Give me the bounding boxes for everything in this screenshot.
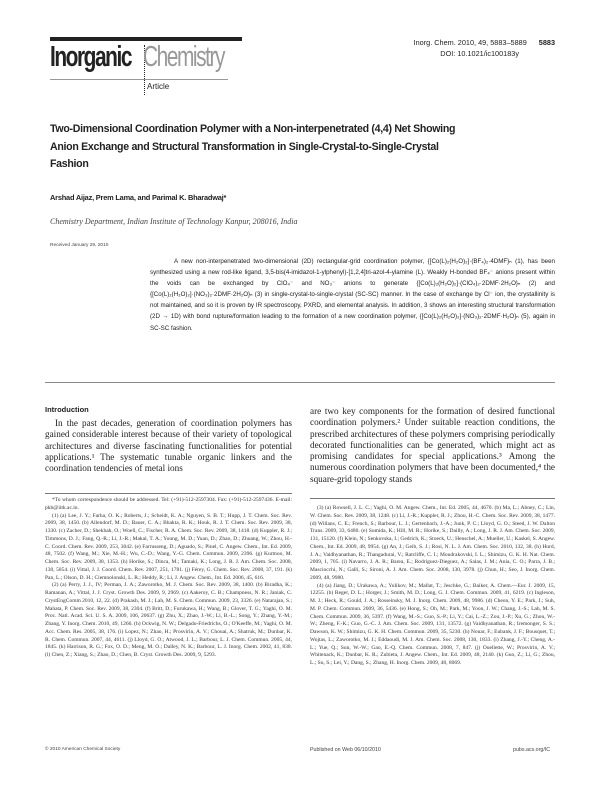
reference-4: (4) (a) Jiang, D.; Urakawa, A.; Yulikov, M.; Mallat, T.; Jeschke, G.; Baiker, A. Chem.—Eur. J. 2009, 15, 12255. (b) Reger, D. L.; Horger, J.; Smith, M. D.; Long, G. J. Chem. Commun. 2009, 41, 6219. (c) Ingleson, M. J.; Heck, R.; Gould, J. A.; Rosseinsky, M. J. Inorg. Chem. 2009, 48, 9986. (d) Cheon, Y. E.; Park, J.; Suh, M. P. Chem. Commun. 2009, 36, 5436. (e) Hong, S.; Oh, M.; Park, M.; Yoon, J. W.; Chang, J.-S.; Lah, M. S. Chem. Commun. 2009, 36, 5397. (f) Wang, M.-S.; Guo, S.-P.; Li, Y.; Cai, L.-Z.; Zou, J.-P.; Xu, G.; Zhou, W.-W.; Zheng, F.-K.; Guo, G.-C. J. Am. Chem. Soc. 2009, 131, 13572. (g) Vaidhyanathan, R.; Iremonger, S. S.; Dawson, K. W.; Shimizu, G. K. H. Chem. Commun. 2009, 35, 5230. (h) Nouar, F.; Eubank, J. F.; Bousquet, T.; Wojtas, L.; Zaworotko, M. J.; Eddaoudi, M. J. Am. Chem. Soc. 2008, 130, 1833. (i) Zhang, J.-Y.; Cheng, A.-L.; Yue, Q.; Sun, W.-W.; Gao, E.-Q. Chem. Commun. 2008, 7, 847. (j) Ouellette, W.; Prosvirin, A. V.; Whitenack, K.; Dunbar, K. R.; Zubieta, J. Angew. Chem., Int. Ed. 2009, 48, 2140. (k) Guo, Z.; Li, G.; Zhou, L.; Su, S.; Lei, Y.; Dang, S.; Zhang, H. Inorg. Chem. 2009, 48, 8069. [310,582,555,666]
logo-word-chemistry: Chemistry [143,41,225,73]
doi[interactable]: DOI: 10.1021/ic100183y [440,49,519,58]
article-title: Two-Dimensional Coordination Polymer with a Non-interpenetrated (4,4) Net Showing Anion Exchange and Structural Transformation in Single-Crystal-to-Single-Crystal Fashion [50,123,456,170]
received-date: Received January 29, 2010 [50,243,109,248]
divider [45,382,555,383]
logo-underline [50,79,228,80]
running-header [380,37,555,59]
correspondence-note: *To whom correspondence should be addressed. Tel: (+91)-512-2597304. Fax: (+91)-512-2597436. E-mail: pkb@iitk.ac.in. [45,497,292,511]
affiliation: Chemistry Department, Indian Institute of Technology Kanpur, 208016, India [50,217,298,226]
copyright: © 2010 American Chemical Society [45,747,121,752]
footnote-rule [310,498,555,499]
reference-2: (2) (a) Perry, J. J., IV; Perman, J. A.; Zaworotko, M. J. Chem. Soc. Rev. 2009, 38, 1400. (b) Biradha, K.; Ramanan, A.; Vittal, J. J. Cryst. Growth Des. 2009, 9, 2969. (c) Aakeroy, C. B.; Champness, N. R.; Janiak, C. CrystEngComm 2010, 12, 22. (d) Prakash, M. J.; Lah, M. S. Chem. Commun. 2009, 23, 3326. (e) Natarajan, S.; Mahata, P. Chem. Soc. Rev. 2009, 38, 2304. (f) Britt, D.; Furukawa, H.; Wang, B.; Glover, T. G.; Yaghi, O. M. Proc. Natl. Acad. Sci. U. S. A. 2009, 106, 20637. (g) Zhu, X.; Zhao, J.-W.; Li, B.-L.; Song, Y.; Zhang, Y.-M.; Zhang, Y. Inorg. Chem. 2010, 49, 1266. (h) Ockwig, N. W.; Delgado-Friedrichs, O.; O'Keeffe, M.; Yaghi, O. M. Acc. Chem. Res. 2005, 38, 176. (i) Lopez, N.; Zhao, H.; Prosvirin, A. V.; Chouai, A.; Shatruk, M.; Dunbar, K. R. Chem. Commun. 2007, 44, 4611. (j) Lloyd, G. O.; Atwood, J. L.; Barbour, L. J. Chem. Commun. 2005, 44, 1845. (k) Harrison, R. G.; Fox, O. D.; Meng, M. O.; Dalley, N. K.; Barbour, L. J. Inorg. Chem. 2002, 41, 838. (l) Chen, Z.; Xiang, S.; Zhao, D.; Chen, B. Cryst. Growth Des. 2009, 9, 5293. [45,582,292,658]
journal-logo [50,37,242,95]
abstract: A new non-interpenetrated two-dimensional (2D) rectangular-grid coordination polymer, {[Co(L)₂(H₂O)₂]·(BF₄)₂·4DMF}ₙ (1), has been synthesized using a new rod-like ligand, 3,5-bis(4-imidazol-1-ylphenyl)-[1,2,4]tri-azol-4-ylamine (L). Weakly H-bonded BF₄⁻ anions present within the voids can be exchanged by ClO₄⁻ and NO₃⁻ anions to generate {[Co(L)₂(H₂O)₂]·(ClO₄)₂·2DMF·2H₂O}ₙ (2) and {[Co(L)₂(H₂O)₂]·(NO₃)₂·2DMF·2H₂O}ₙ (3) in single-crystal-to-single-crystal (SC-SC) manner. In the case of exchange by Cl⁻ ion, the crystallinity is not maintained, and so it is proven by IR spectroscopy, PXRD, and elemental analysis. In addition, 3 shows an interesting structural transformation (2D → 1D) with bond rupture/formation leading to the formation of a new coordination polymer, {[Co(L)₂(H₂O)₂]·(NO₃)₂·2DMF·H₂O}ₙ (5), again in SC-SC fashion. [150,258,555,332]
intro-text-right: are two key components for the formation of desired functional coordination polymers.² Under suitable reaction conditions, the prescribed architectures of these polymers comprising periodically decorated functionalities can be generated, which might act as promising candidates for special applications.³ Among the numerous coordination polymers that have been documented,⁴ the square-grid topology stands [310,406,555,484]
intro-text-left: In the past decades, generation of coordination polymers has gained considerable interest because of their variety of topological architectures and diverse fascinating functionalities for potential applications.¹ The systematic tunable organic linkers and the coordination tendencies of metal ions [45,418,292,474]
section-heading-introduction: Introduction [45,405,89,414]
journal-url[interactable]: pubs.acs.org/IC [513,747,551,753]
section-label: Article [147,82,170,91]
reference-3: (3) (a) Rowsell, J. L. C.; Yaghi, O. M. Angew. Chem., Int. Ed. 2005, 44, 4670. (b) Ma, L.; Abney, C.; Lin, W. Chem. Soc. Rev. 2009, 38, 1248. (c) Li, J.-R.; Kuppler, R. J.; Zhou, H.-C. Chem. Soc. Rev. 2009, 38, 1477. (d) Willans, C. E.; French, S.; Barbour, L. J.; Gertenbach, J.-A.; Junk, P. C.; Lloyd, G. O.; Steed, J. W. Dalton Trans. 2009, 33, 6480. (e) Sumida, K.; Hill, M. R.; Horike, S.; Dailly, A.; Long, J. R. J. Am. Chem. Soc. 2009, 131, 15120. (f) Klein, N.; Senkovska, I.; Gedrich, K.; Stoeck, U.; Henschel, A.; Mueller, U.; Kaskel, S. Angew. Chem., Int. Ed. 2009, 48, 9954. (g) An, J.; Geib, S. J.; Rosi, N. L. J. Am. Chem. Soc. 2010, 132, 38. (h) Hurd, J. A.; Vaidhyanathan, R.; Thangadurai, V.; Ratcliffe, C. I.; Moudrakovski, I. L.; Shimizu, G. K. H. Nat. Chem. 2009, 1, 705. (i) Navarro, J. A. R.; Barea, E.; Rodriguez-Dieguez, A.; Salas, J. M.; Ania, C. O.; Parra, J. B.; Masciocchi, N.; Galli, S.; Sironi, A. J. Am. Chem. Soc. 2008, 130, 3978. (j) Chun, H.; Seo, J. Inorg. Chem. 2009, 48, 9980. [310,505,555,581]
reference-1: (1) (a) Lee, J. Y.; Farha, O. K.; Roberts, J.; Scheidt, K. A.; Nguyen, S. B. T.; Hupp, J. T. Chem. Soc. Rev. 2009, 38, 1450. (b) Allendorf, M. D.; Bauer, C. A.; Bhakta, R. K.; Houk, R. J. T. Chem. Soc. Rev. 2009, 38, 1330. (c) Zacher, D.; Shekhah, O.; Woell, C.; Fischer, R. A. Chem. Soc. Rev. 2009, 38, 1418. (d) Kuppler, R. J.; Timmons, D. J.; Fang, Q.-R.; Li, J.-R.; Makal, T. A.; Young, M. D.; Yuan, D.; Zhao, D.; Zhuang, W.; Zhou, H.-C. Coord. Chem. Rev. 2009, 253, 3042. (e) Farrusseng, D.; Aguado, S.; Pinel, C. Angew. Chem., Int. Ed. 2009, 48, 7502. (f) Wang, M.; Xie, M.-H.; Wu, C.-D.; Wang, Y.-G. Chem. Commun. 2009, 2396. (g) Kurmoo, M. Chem. Soc. Rev. 2009, 38, 1353. (h) Horike, S.; Dinca, M.; Tamaki, K.; Long, J. R. J. Am. Chem. Soc. 2008, 130, 5854. (i) Vittal, J. J. Coord. Chem. Rev. 2007, 251, 1781. (j) Férey, G. Chem. Soc. Rev. 2008, 37, 191. (k) Pan, L.; Olson, D. H.; Ciemnolonski, L. R.; Heddy, R.; Li, J. Angew. Chem., Int. Ed. 2006, 45, 616. [45,512,292,581]
page-number: 5883 [538,38,555,47]
logo-word-inorganic: Inorganic [50,41,132,73]
citation: Inorg. Chem. 2010, 49, 5883–5889 [413,38,527,47]
authors: Arshad Aijaz, Prem Lama, and Parimal K. Bharadwaj* [50,193,227,202]
footnotes-left [45,497,292,660]
published-date: Published on Web 06/10/2010 [310,747,381,753]
footnotes-right [310,505,555,668]
footnote-rule [45,493,292,494]
